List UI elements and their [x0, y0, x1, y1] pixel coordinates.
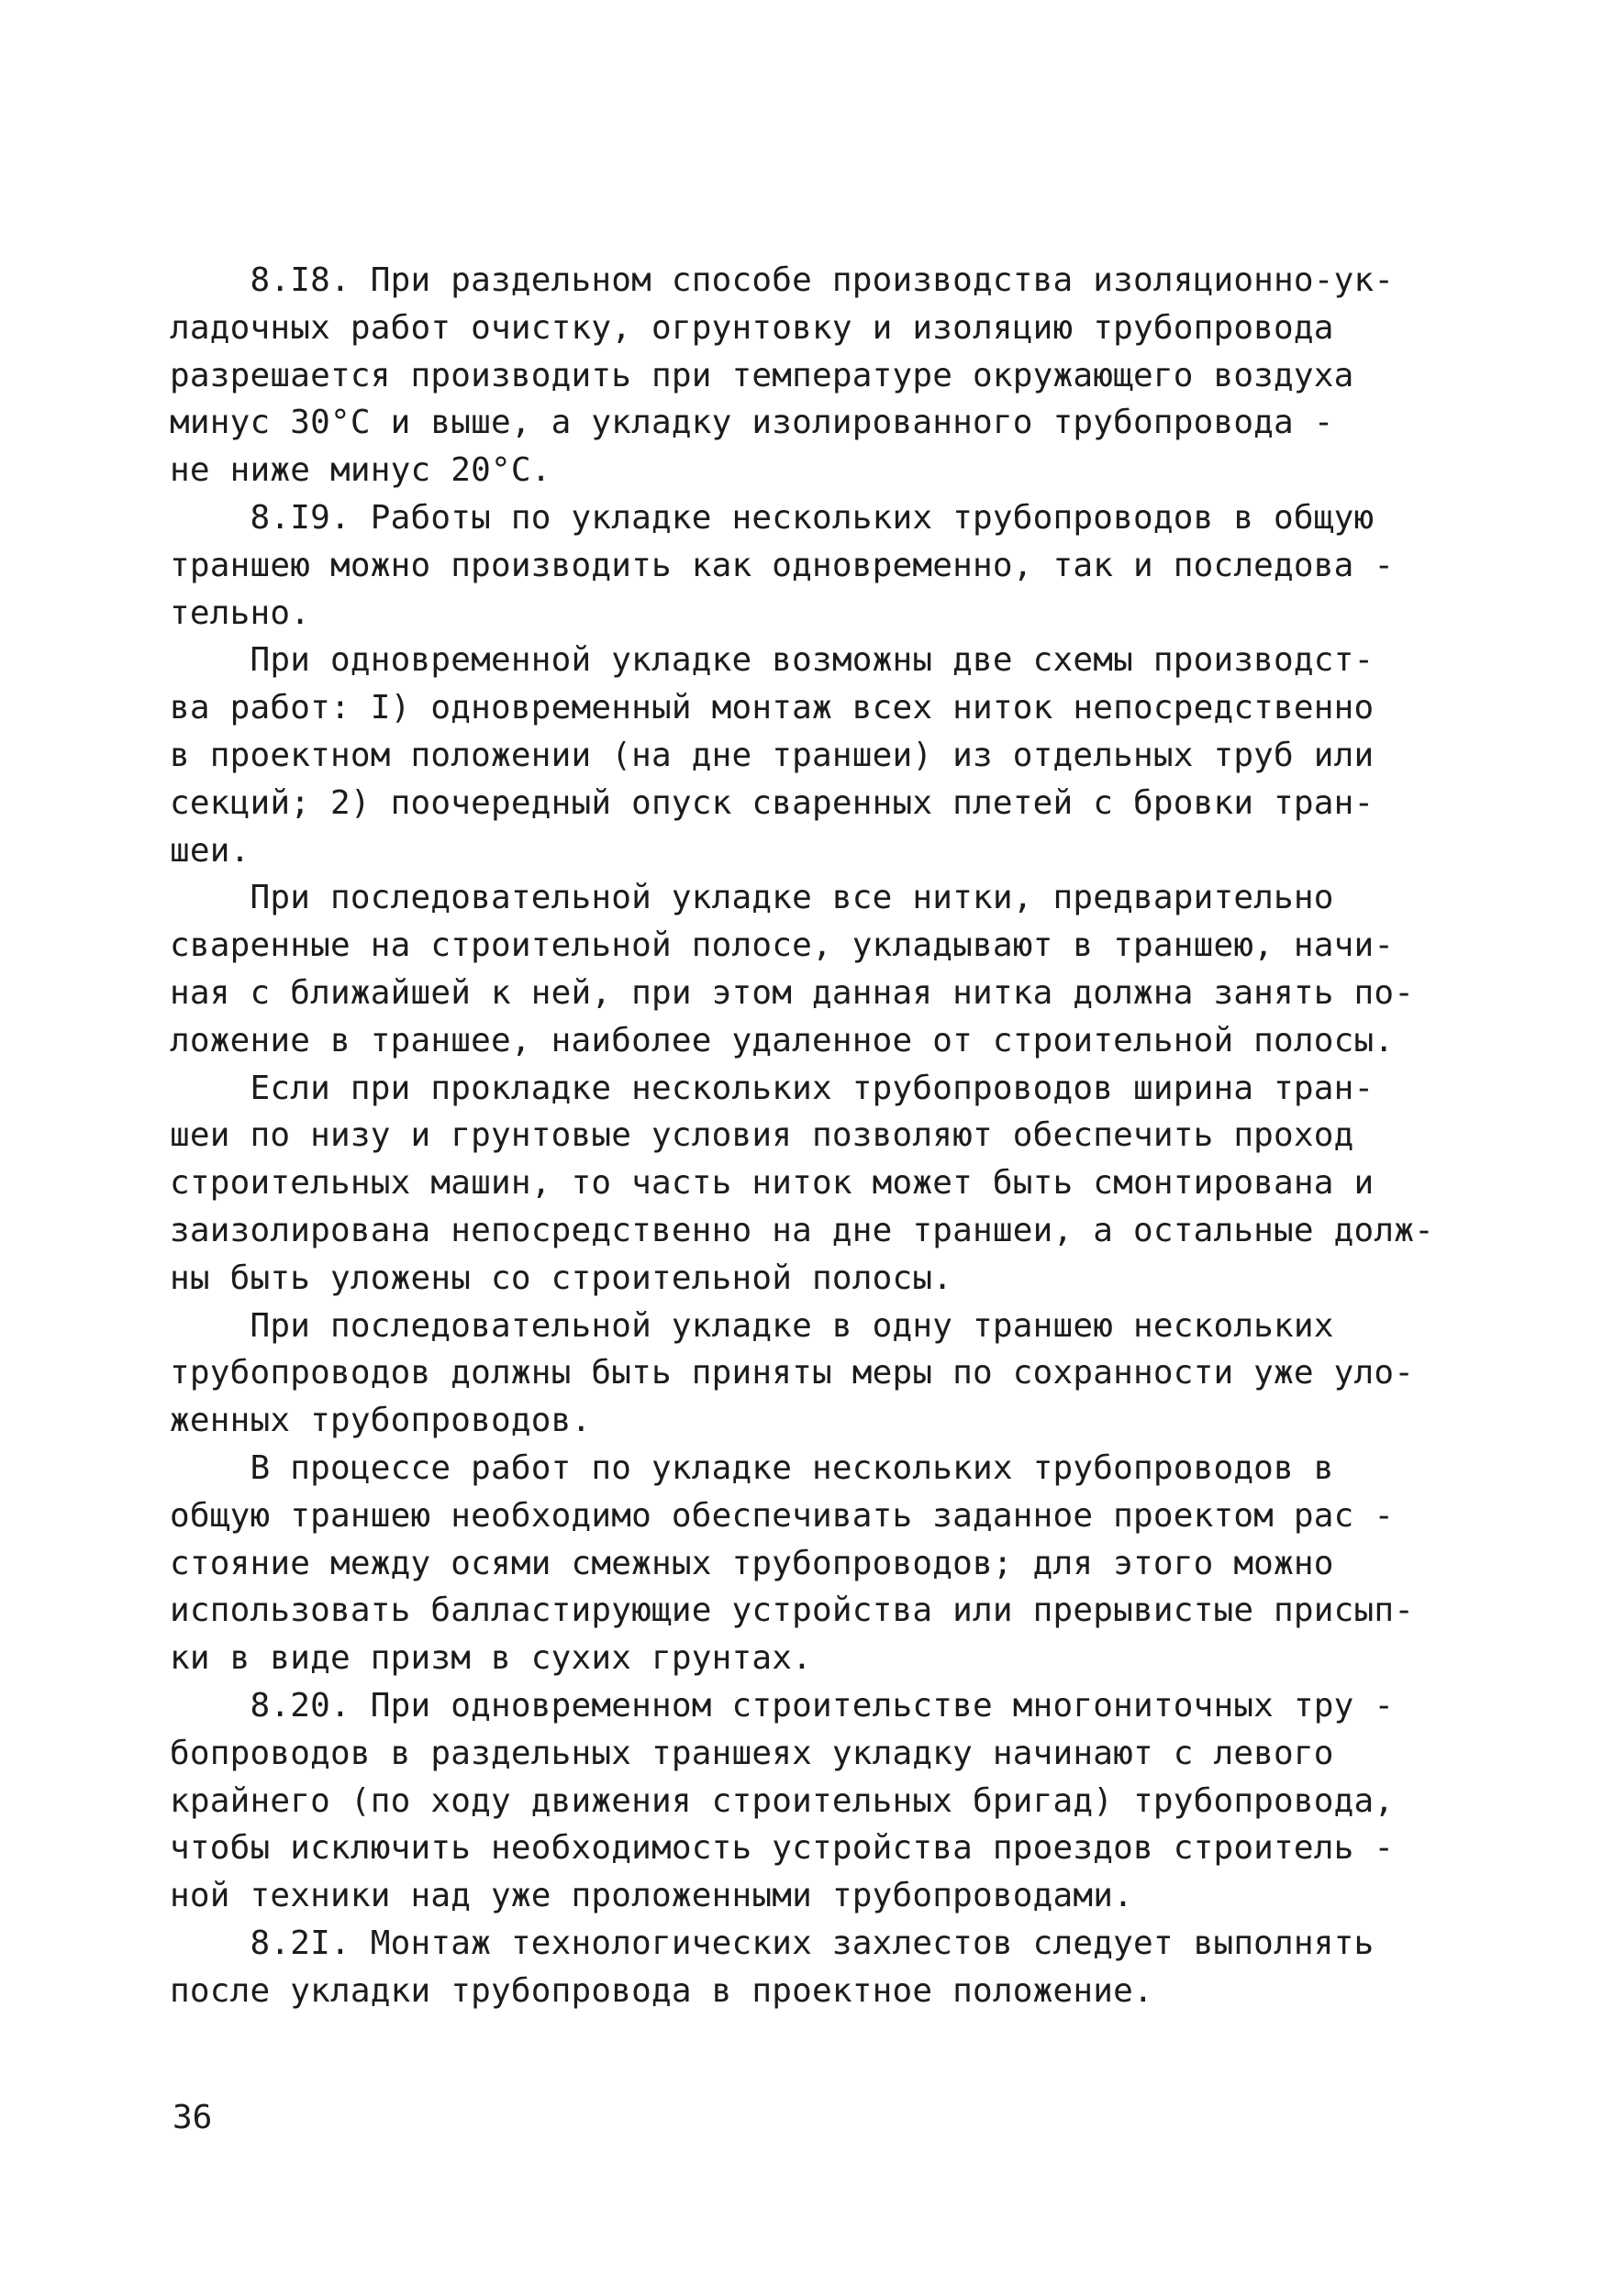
text-line: использовать балластирующие устройства или прерывистые присып- [170, 1592, 1415, 1630]
text-line: ная с ближайшей к ней, при этом данная нитка должна занять по- [170, 973, 1415, 1012]
text-line: тельно. [170, 593, 311, 632]
text-line: сваренные на строительной полосе, укладывают в траншею, начи- [170, 926, 1395, 965]
text-line: При одновременной укладке возможны две схемы производст- [170, 641, 1375, 680]
text-line: шеи. [170, 831, 250, 870]
text-line: бопроводов в раздельных траншеях укладку начинают с левого [170, 1734, 1334, 1772]
text-line: стояние между осями смежных трубопроводов; для этого можно [170, 1544, 1334, 1582]
text-line: ки в виде призм в сухих грунтах. [170, 1639, 812, 1678]
body-text [170, 257, 1435, 2014]
text-line: шеи по низу и грунтовые условия позволяют обеспечить проход [170, 1116, 1354, 1155]
text-line: крайнего (по ходу движения строительных бригад) трубопровода, [170, 1781, 1395, 1820]
text-line: 8.I8. При раздельном способе производства изоляционно-ук- [170, 261, 1395, 299]
text-line: ложение в траншее, наиболее удаленное от строительной полосы. [170, 1021, 1395, 1059]
text-line: общую траншею необходимо обеспечивать заданное проектом рас - [170, 1496, 1395, 1535]
text-line: ны быть уложены со строительной полосы. [170, 1259, 953, 1297]
text-line: чтобы исключить необходимость устройства проездов строитель - [170, 1829, 1395, 1868]
text-line: траншею можно производить как одновременно, так и последова - [170, 546, 1395, 584]
text-line: минус 30°С и выше, а укладку изолированного трубопровода - [170, 404, 1334, 442]
text-line: ладочных работ очистку, огрунтовку и изоляцию трубопровода [170, 308, 1334, 347]
text-line: При последовательной укладке в одну траншею нескольких [170, 1306, 1334, 1345]
text-line: после укладки трубопровода в проектное положение. [170, 1971, 1153, 2010]
text-line: В процессе работ по укладке нескольких трубопроводов в [170, 1448, 1334, 1487]
text-line: трубопроводов должны быть приняты меры по сохранности уже уло- [170, 1354, 1415, 1392]
text-line: Если при прокладке нескольких трубопроводов ширина тран- [170, 1069, 1375, 1107]
text-line: заизолирована непосредственно на дне траншеи, а остальные долж- [170, 1211, 1435, 1249]
text-line: женных трубопроводов. [170, 1402, 592, 1440]
text-line: в проектном положении (на дне траншеи) из отдельных труб или [170, 736, 1375, 774]
text-line: 8.2I. Монтаж технологических захлестов следует выполнять [170, 1924, 1375, 1962]
text-line: При последовательной укладке все нитки, предварительно [170, 879, 1334, 917]
text-line: ва работ: I) одновременный монтаж всех ниток непосредственно [170, 689, 1375, 727]
text-line: секций; 2) поочередный опуск сваренных плетей с бровки тран- [170, 783, 1375, 822]
text-line: ной техники над уже проложенными трубопроводами. [170, 1877, 1133, 1915]
page-number: 36 [173, 2099, 213, 2136]
text-line: не ниже минус 20°С. [170, 451, 551, 490]
text-line: строительных машин, то часть ниток может быть смонтирована и [170, 1164, 1375, 1203]
text-line: 8.I9. Работы по укладке нескольких трубопроводов в общую [170, 498, 1375, 537]
text-line: 8.20. При одновременном строительстве многониточных тру - [170, 1686, 1395, 1725]
text-line: разрешается производить при температуре окружающего воздуха [170, 356, 1354, 394]
